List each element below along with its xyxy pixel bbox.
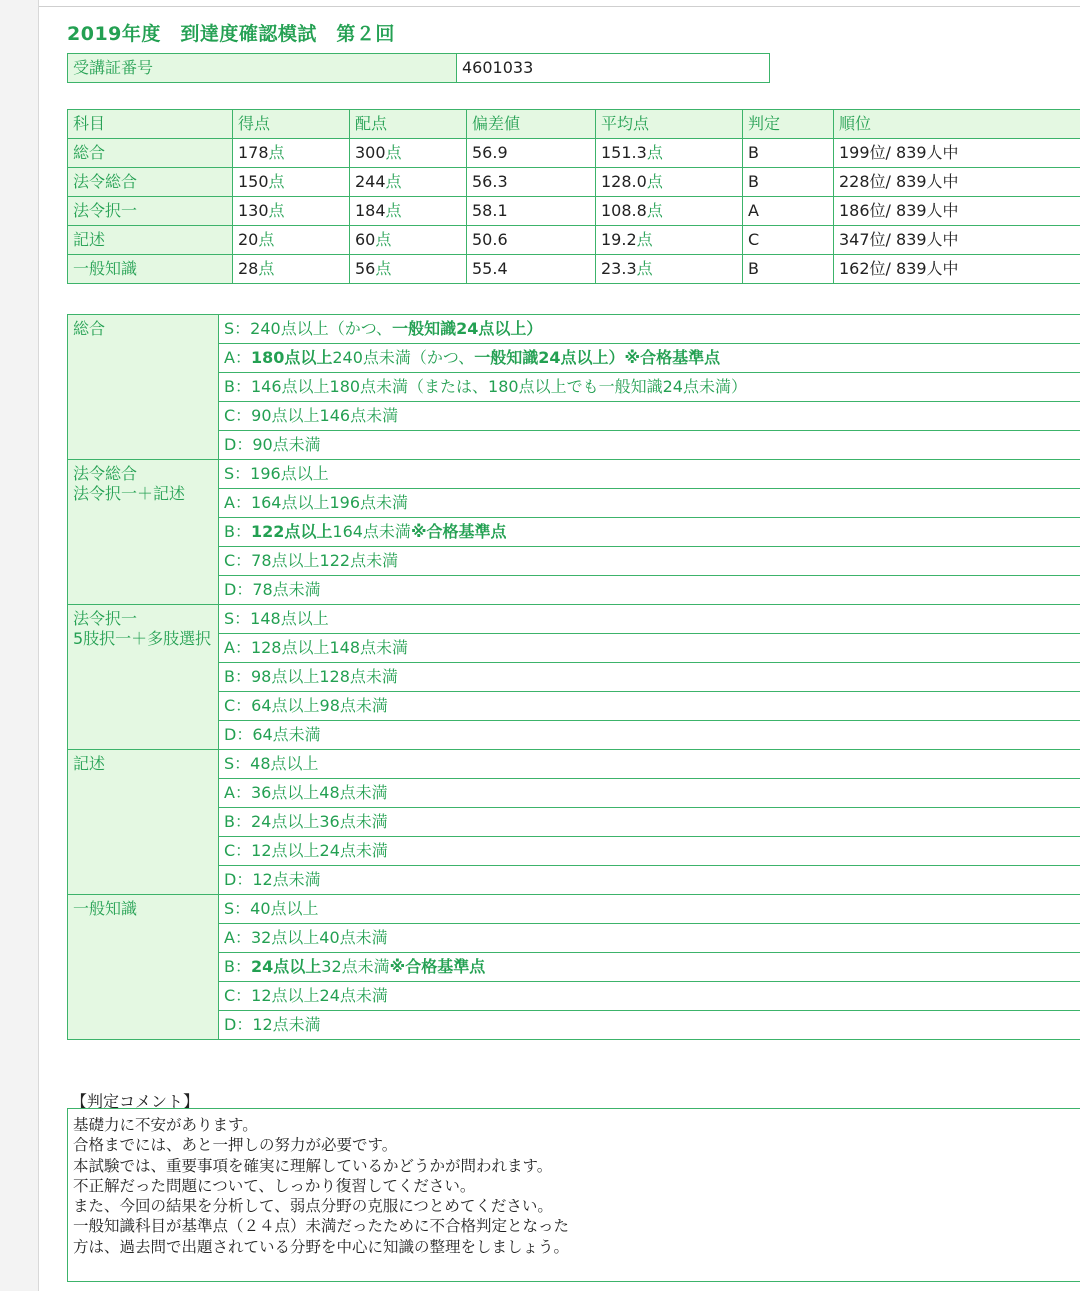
comment-line: 合格までには、あと一押しの努力が必要です。	[73, 1136, 398, 1155]
criteria-row	[68, 1011, 1080, 1040]
criteria-row	[68, 808, 1080, 837]
criteria-row	[68, 547, 1080, 576]
header-subject: 科目	[68, 110, 233, 139]
criteria-row	[68, 402, 1080, 431]
criteria-row	[68, 866, 1080, 895]
row-subject: 法令択一	[68, 197, 233, 226]
criteria-category-horei-takuitsu: 法令択一 5肢択一＋多肢選択	[68, 605, 219, 750]
criteria-item: S：40点以上	[219, 895, 1080, 924]
comment-line: 不正解だった問題について、しっかり復習してください。	[73, 1176, 476, 1195]
criteria-item: B：24点以上32点未満※合格基準点	[219, 953, 1080, 982]
table-row	[68, 139, 1080, 168]
criteria-row	[68, 663, 1080, 692]
score-table-header	[68, 110, 1080, 139]
table-row	[68, 197, 1080, 226]
criteria-row	[68, 634, 1080, 663]
criteria-item: C：12点以上24点未満	[219, 837, 1080, 866]
criteria-item: C：90点以上146点未満	[219, 402, 1080, 431]
criteria-row	[68, 779, 1080, 808]
criteria-item: A：164点以上196点未満	[219, 489, 1080, 518]
top-divider	[39, 6, 1080, 7]
row-subject: 法令総合	[68, 168, 233, 197]
criteria-item: A：128点以上148点未満	[219, 634, 1080, 663]
result-page	[38, 0, 1080, 1291]
row-deviation: 58.1	[467, 197, 596, 226]
row-score: 130点	[233, 197, 350, 226]
row-subject: 一般知識	[68, 255, 233, 284]
row-deviation: 56.3	[467, 168, 596, 197]
criteria-item: D：90点未満	[219, 431, 1080, 460]
row-deviation: 50.6	[467, 226, 596, 255]
criteria-item: B：146点以上180点未満（または、180点以上でも一般知識24点未満）	[219, 373, 1080, 402]
row-average: 108.8点	[596, 197, 743, 226]
criteria-row	[68, 431, 1080, 460]
comment-line: 一般知識科目が基準点（２４点）未満だったために不合格判定となった	[73, 1217, 570, 1236]
criteria-row	[68, 750, 1080, 779]
criteria-row	[68, 837, 1080, 866]
criteria-row	[68, 460, 1080, 489]
row-score: 20点	[233, 226, 350, 255]
criteria-row	[68, 518, 1080, 547]
criteria-row	[68, 895, 1080, 924]
row-rank: 347位/ 839人中	[834, 226, 1080, 255]
row-subject: 総合	[68, 139, 233, 168]
header-grade: 判定	[743, 110, 834, 139]
row-score: 178点	[233, 139, 350, 168]
criteria-item: A：180点以上240点未満（かつ、一般知識24点以上）※合格基準点	[219, 344, 1080, 373]
row-grade: B	[743, 255, 834, 284]
criteria-item: B：24点以上36点未満	[219, 808, 1080, 837]
criteria-row	[68, 373, 1080, 402]
row-max: 300点	[350, 139, 467, 168]
criteria-row	[68, 576, 1080, 605]
page-title: 2019年度 到達度確認模試 第２回	[67, 23, 395, 45]
row-subject: 記述	[68, 226, 233, 255]
row-grade: B	[743, 168, 834, 197]
criteria-item: B：98点以上128点未満	[219, 663, 1080, 692]
criteria-item: D：78点未満	[219, 576, 1080, 605]
row-max: 244点	[350, 168, 467, 197]
criteria-item: D：64点未満	[219, 721, 1080, 750]
criteria-item: A：32点以上40点未満	[219, 924, 1080, 953]
row-average: 151.3点	[596, 139, 743, 168]
row-grade: A	[743, 197, 834, 226]
row-score: 28点	[233, 255, 350, 284]
criteria-item: S：196点以上	[219, 460, 1080, 489]
row-rank: 199位/ 839人中	[834, 139, 1080, 168]
criteria-row	[68, 721, 1080, 750]
header-average: 平均点	[596, 110, 743, 139]
score-table	[67, 109, 1080, 284]
criteria-category-horei-sogo: 法令総合 法令択一＋記述	[68, 460, 219, 605]
criteria-item: C：12点以上24点未満	[219, 982, 1080, 1011]
criteria-item: S：240点以上（かつ、一般知識24点以上）	[219, 315, 1080, 344]
criteria-row	[68, 605, 1080, 634]
criteria-category-sogo: 総合	[68, 315, 219, 460]
row-grade: B	[743, 139, 834, 168]
criteria-row	[68, 489, 1080, 518]
criteria-item: S：48点以上	[219, 750, 1080, 779]
exam-id-value: 4601033	[457, 54, 770, 83]
criteria-category-ippan: 一般知識	[68, 895, 219, 1040]
row-average: 23.3点	[596, 255, 743, 284]
comment-line: 本試験では、重要事項を確実に理解しているかどうかが問われます。	[73, 1156, 553, 1175]
comment-line: 方は、過去問で出題されている分野を中心に知識の整理をしましょう。	[73, 1237, 570, 1256]
comment-line: また、今回の結果を分析して、弱点分野の克服につとめてください。	[73, 1197, 553, 1216]
criteria-item: D：12点未満	[219, 1011, 1080, 1040]
criteria-row	[68, 953, 1080, 982]
table-row	[68, 168, 1080, 197]
criteria-item: C：64点以上98点未満	[219, 692, 1080, 721]
row-deviation: 55.4	[467, 255, 596, 284]
row-average: 128.0点	[596, 168, 743, 197]
header-max: 配点	[350, 110, 467, 139]
exam-id-label: 受講証番号	[68, 54, 457, 83]
row-average: 19.2点	[596, 226, 743, 255]
criteria-item: D：12点未満	[219, 866, 1080, 895]
comment-label: 【判定コメント】	[71, 1092, 200, 1111]
criteria-row	[68, 692, 1080, 721]
table-row	[68, 255, 1080, 284]
row-rank: 186位/ 839人中	[834, 197, 1080, 226]
criteria-item: A：36点以上48点未満	[219, 779, 1080, 808]
criteria-row	[68, 982, 1080, 1011]
header-score: 得点	[233, 110, 350, 139]
criteria-item: B：122点以上164点未満※合格基準点	[219, 518, 1080, 547]
row-max: 60点	[350, 226, 467, 255]
header-deviation: 偏差値	[467, 110, 596, 139]
criteria-item: S：148点以上	[219, 605, 1080, 634]
header-rank: 順位	[834, 110, 1080, 139]
criteria-row	[68, 924, 1080, 953]
comment-box	[67, 1108, 1080, 1282]
criteria-item: C：78点以上122点未満	[219, 547, 1080, 576]
row-max: 56点	[350, 255, 467, 284]
criteria-row	[68, 344, 1080, 373]
row-grade: C	[743, 226, 834, 255]
criteria-table	[67, 314, 1080, 1040]
row-rank: 162位/ 839人中	[834, 255, 1080, 284]
row-rank: 228位/ 839人中	[834, 168, 1080, 197]
row-deviation: 56.9	[467, 139, 596, 168]
table-row	[68, 226, 1080, 255]
comment-line: 基礎力に不安があります。	[73, 1116, 258, 1134]
row-score: 150点	[233, 168, 350, 197]
criteria-row	[68, 315, 1080, 344]
row-max: 184点	[350, 197, 467, 226]
criteria-category-kijutsu: 記述	[68, 750, 219, 895]
exam-id-table	[67, 53, 770, 83]
